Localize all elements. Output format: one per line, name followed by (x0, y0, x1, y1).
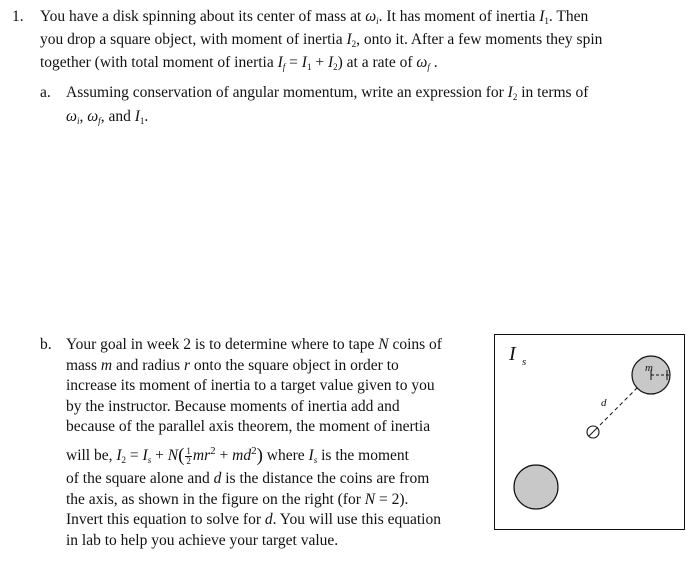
part-b-line-9: Invert this equation to solve for d. You will use this equation (66, 511, 441, 528)
part-b-line-8: the axis, as shown in the figure on the right (for N = 2). (66, 491, 409, 508)
part-b-line-10: in lab to help you achieve your target value. (66, 532, 339, 549)
problem-line-2: you drop a square object, with moment of inertia $I_2$, onto it. After a few moments they spin (40, 31, 603, 49)
part-a-line-2: $\omega_i$, $\omega_f$, and $I_1$. (66, 108, 149, 126)
figure-label-I: I (509, 343, 516, 365)
problem-line-3: together (with total moment of inertia $I_f = I_1 + I_2$) at a rate of $\omega_f$ . (40, 54, 438, 72)
figure-label-sub: s (522, 356, 527, 368)
part-b-line-5: because of the parallel axis theorem, the moment of inertia (66, 418, 431, 435)
distance-label: d (601, 397, 607, 409)
coins-figure (494, 334, 685, 530)
part-b-line-6: will be, $I_2 = I_s + N$( $\frac{1}{2}$ $mr^2 + md^2$) where $I_s$ is the moment (66, 445, 409, 467)
coin-lower (514, 465, 558, 509)
part-b-line-3: increase its moment of inertia to a target value given to you (66, 377, 435, 394)
part-b-line-1: Your goal in week 2 is to determine where to tape N coins of (66, 336, 442, 353)
part-b-line-2: mass m and radius r onto the square object in order to (66, 357, 399, 374)
problem-line-1: You have a disk spinning about its center of mass at $\omega_i$. It has moment of inertia $I_1$. Then (40, 8, 589, 26)
part-a-line-1: Assuming conservation of angular momentum, write an expression for $I_2$ in terms of (66, 84, 589, 102)
part-b-line-7: of the square alone and d is the distance the coins are from (66, 470, 430, 487)
part-b-line-4: by the instructor. Because moments of inertia add and (66, 398, 400, 415)
part-b-label: b. (40, 336, 52, 353)
figure-drawing (495, 335, 686, 531)
coin-mass-label: m (645, 362, 653, 374)
problem-number: 1. (12, 8, 24, 25)
part-a-label: a. (40, 84, 51, 101)
